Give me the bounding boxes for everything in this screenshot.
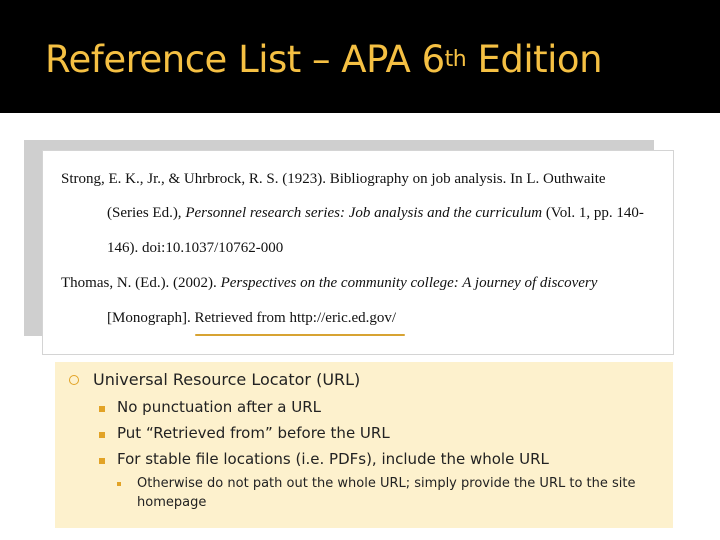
reference-line-4	[61, 275, 597, 292]
reference-example-image	[42, 150, 674, 355]
slide-title-superscript: th	[444, 47, 467, 72]
reference-line-1	[61, 171, 606, 188]
title-bar	[0, 0, 720, 113]
reference-line-2-text: (Series Ed.),	[107, 205, 186, 221]
notes-bullet-2: Put “Retrieved from” before the URL	[117, 424, 390, 442]
reference-line-1-text: Strong, E. K., Jr., & Uhrbrock, R. S. (1923). Bibliography on job analysis. In L. Outhwaite	[61, 171, 606, 187]
square-bullet-icon	[99, 458, 105, 464]
reference-line-3-text: 146). doi:10.1037/10762-000	[107, 240, 284, 256]
small-square-bullet-icon	[117, 482, 121, 486]
notes-sub-bullet: Otherwise do not path out the whole URL; simply provide the URL to the site homepage	[137, 476, 636, 510]
reference-line-2	[107, 205, 644, 222]
notes-box	[55, 362, 673, 528]
reference-line-4-italic: Perspectives on the community college: A journey of discovery	[220, 275, 598, 291]
square-bullet-icon	[99, 406, 105, 412]
reference-line-5-text: [Monograph]. Retrieved from http://eric.ed.gov/	[107, 310, 397, 326]
circle-bullet-icon	[69, 375, 79, 385]
notes-bullet-1: No punctuation after a URL	[117, 398, 322, 416]
notes-heading: Universal Resource Locator (URL)	[93, 370, 361, 389]
slide-title-tail: Edition	[466, 38, 603, 81]
slide-title-text: Reference List – APA 6	[45, 38, 445, 81]
reference-line-3	[107, 240, 283, 257]
reference-line-2-italic: Personnel research series: Job analysis and the curriculum	[185, 205, 543, 221]
url-highlight-underline	[195, 334, 405, 336]
reference-line-4-text: Thomas, N. (Ed.). (2002).	[61, 275, 221, 291]
reference-line-2-tail: (Vol. 1, pp. 140-	[542, 205, 644, 221]
notes-bullet-3: For stable file locations (i.e. PDFs), include the whole URL	[117, 450, 549, 468]
square-bullet-icon	[99, 432, 105, 438]
slide-title	[45, 38, 602, 81]
reference-line-5	[107, 310, 396, 327]
